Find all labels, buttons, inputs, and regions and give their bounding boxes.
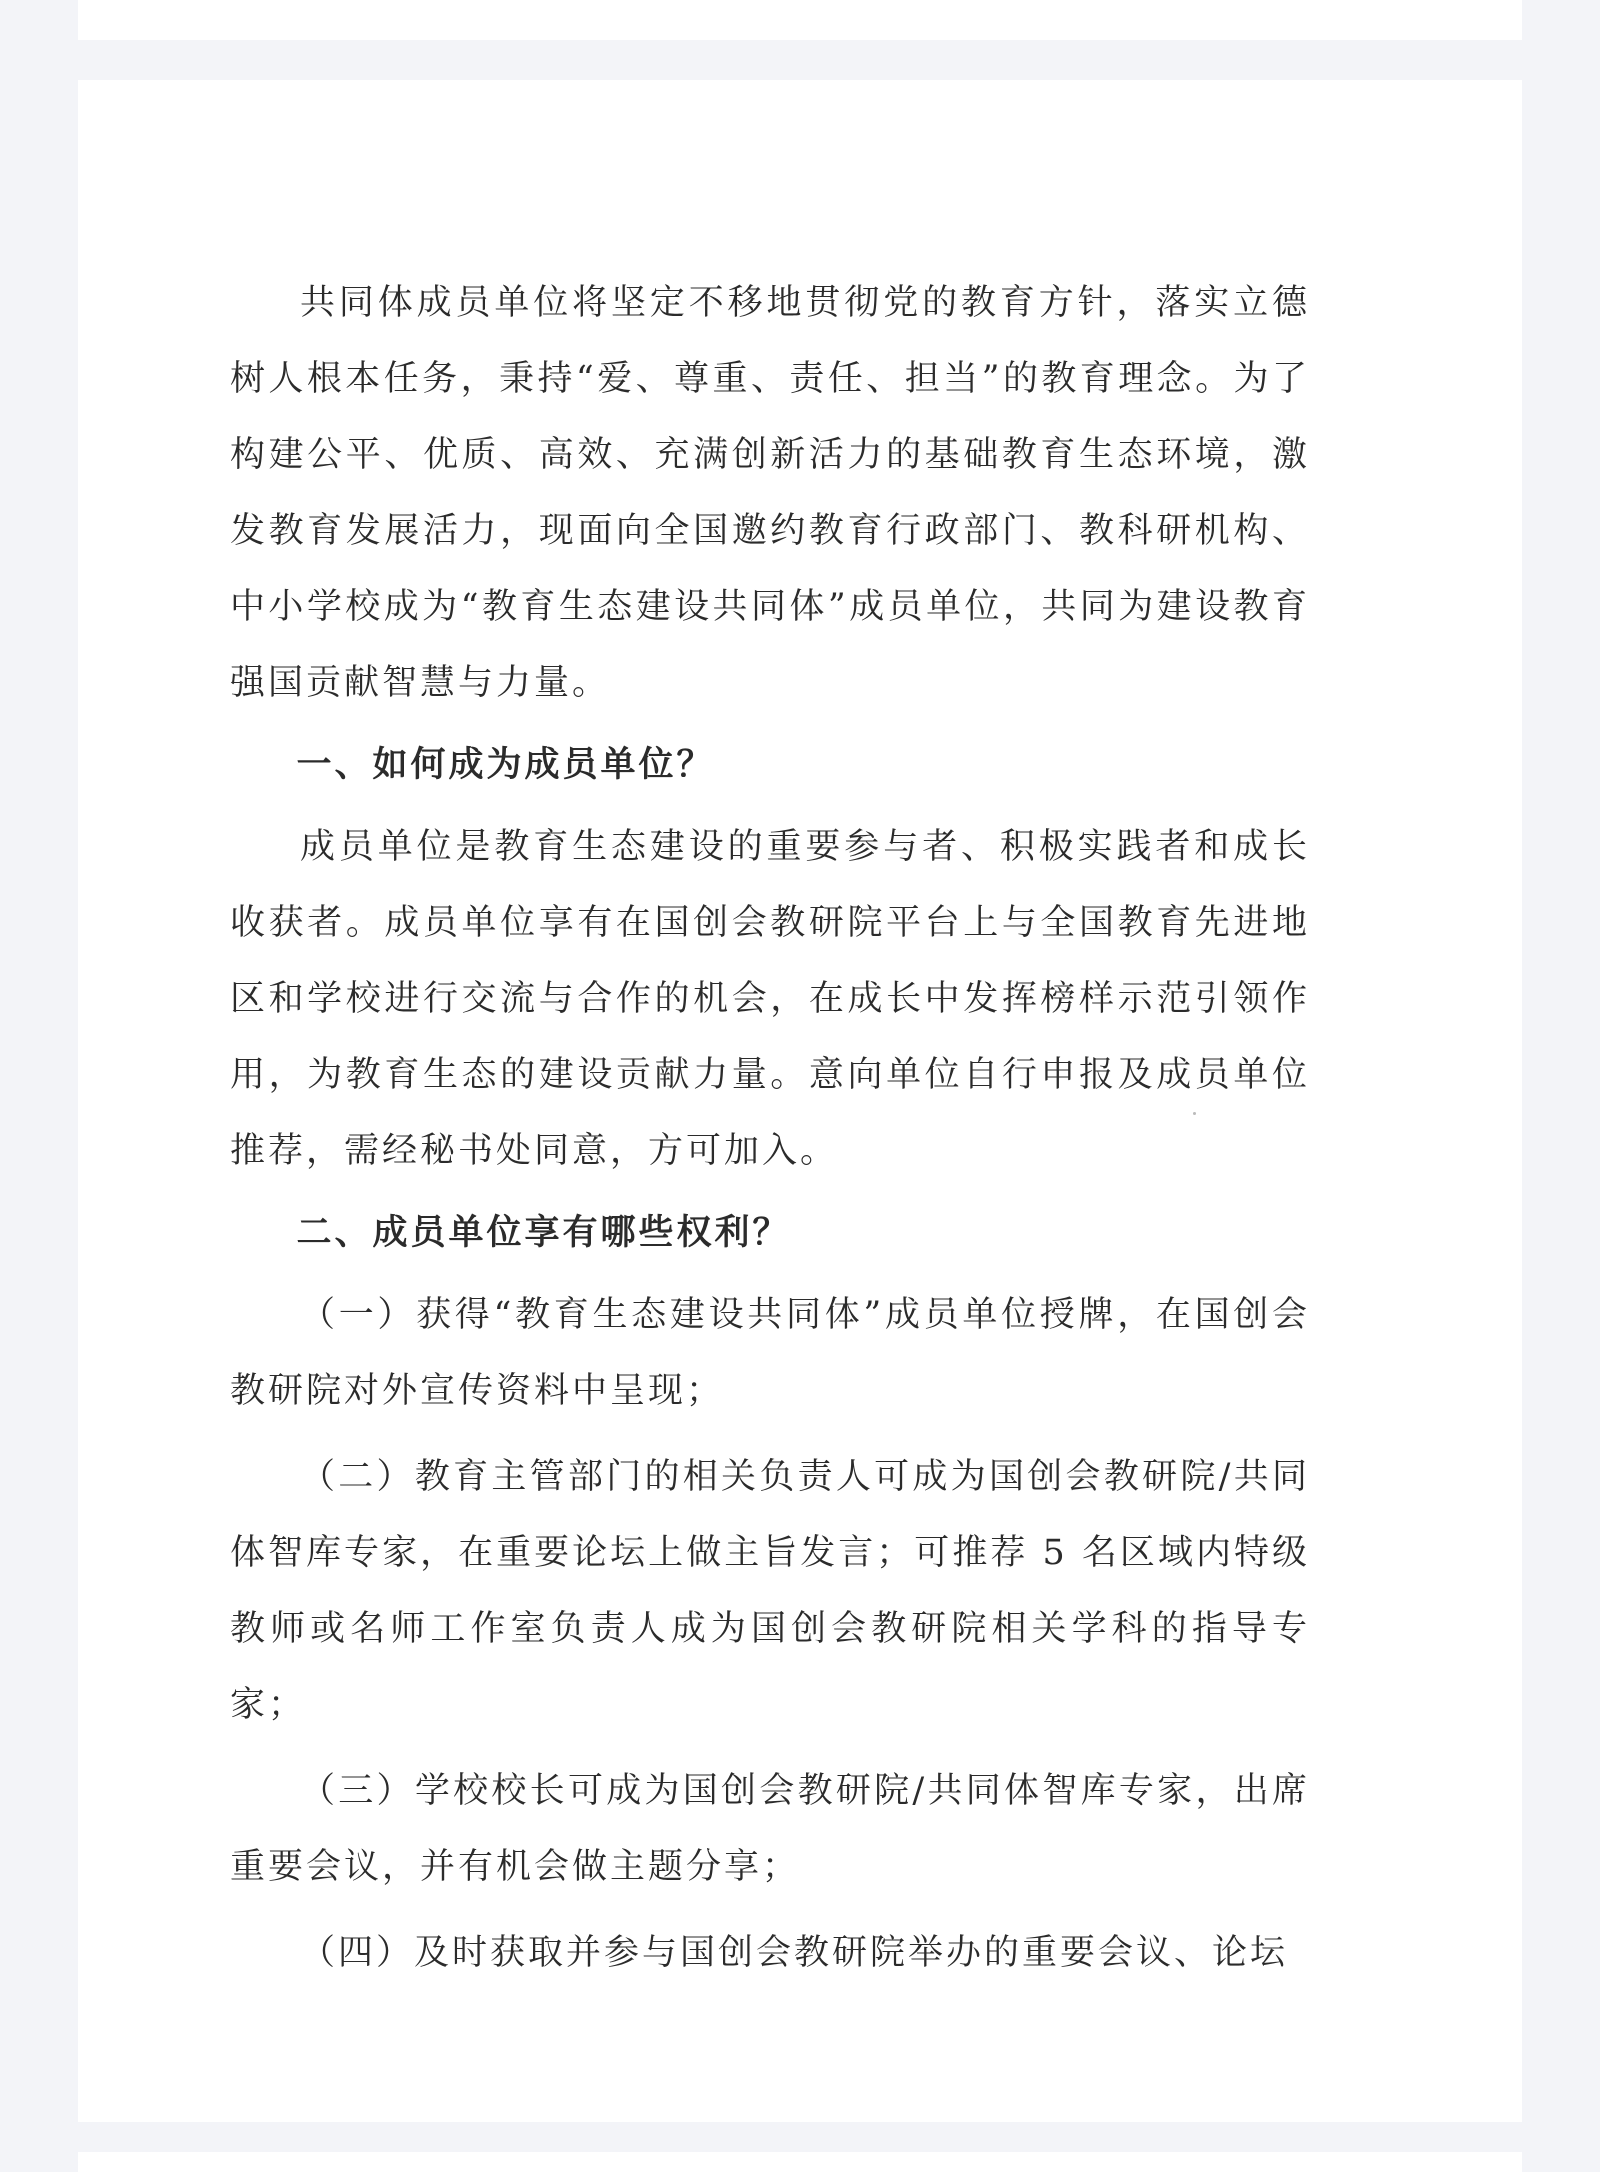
section-body-how-to-join: 成员单位是教育生态建设的重要参与者、积极实践者和成长收获者。成员单位享有在国创会教研院平台上与全国教育先进地区和学校进行交流与合作的机会，在成长中发挥榜样示范引领作用，为教育生态的建设贡献力量。意向单位自行申报及成员单位推荐，需经秘书处同意，方可加入。 — [230, 827, 1310, 1171]
rights-item-3: （三）学校校长可成为国创会教研院/共同体智库专家，出席重要会议，并有机会做主题分享； — [230, 1771, 1310, 1887]
previous-page-edge — [78, 0, 1522, 40]
document-body — [230, 265, 1310, 1991]
rights-item-4: （四）及时获取并参与国创会教研院举办的重要会议、论坛 — [300, 1933, 1289, 1973]
next-page-edge — [78, 2152, 1522, 2172]
intro-paragraph: 共同体成员单位将坚定不移地贯彻党的教育方针，落实立德树人根本任务，秉持“爱、尊重、责任、担当”的教育理念。为了构建公平、优质、高效、充满创新活力的基础教育生态环境，激发教育发展活力，现面向全国邀约教育行政部门、教科研机构、中小学校成为“教育生态建设共同体”成员单位，共同为建设教育强国贡献智慧与力量。 — [230, 283, 1310, 703]
scan-speck — [1193, 1112, 1196, 1115]
rights-item-1: （一）获得“教育生态建设共同体”成员单位授牌，在国创会教研院对外宣传资料中呈现； — [230, 1295, 1310, 1411]
rights-item-2: （二）教育主管部门的相关负责人可成为国创会教研院/共同体智库专家，在重要论坛上做主旨发言；可推荐 5 名区域内特级教师或名师工作室负责人成为国创会教研院相关学科的指导专家； — [230, 1457, 1310, 1725]
section-heading-how-to-join: 一、如何成为成员单位？ — [296, 744, 715, 785]
section-heading-rights: 二、成员单位享有哪些权利？ — [296, 1212, 791, 1253]
